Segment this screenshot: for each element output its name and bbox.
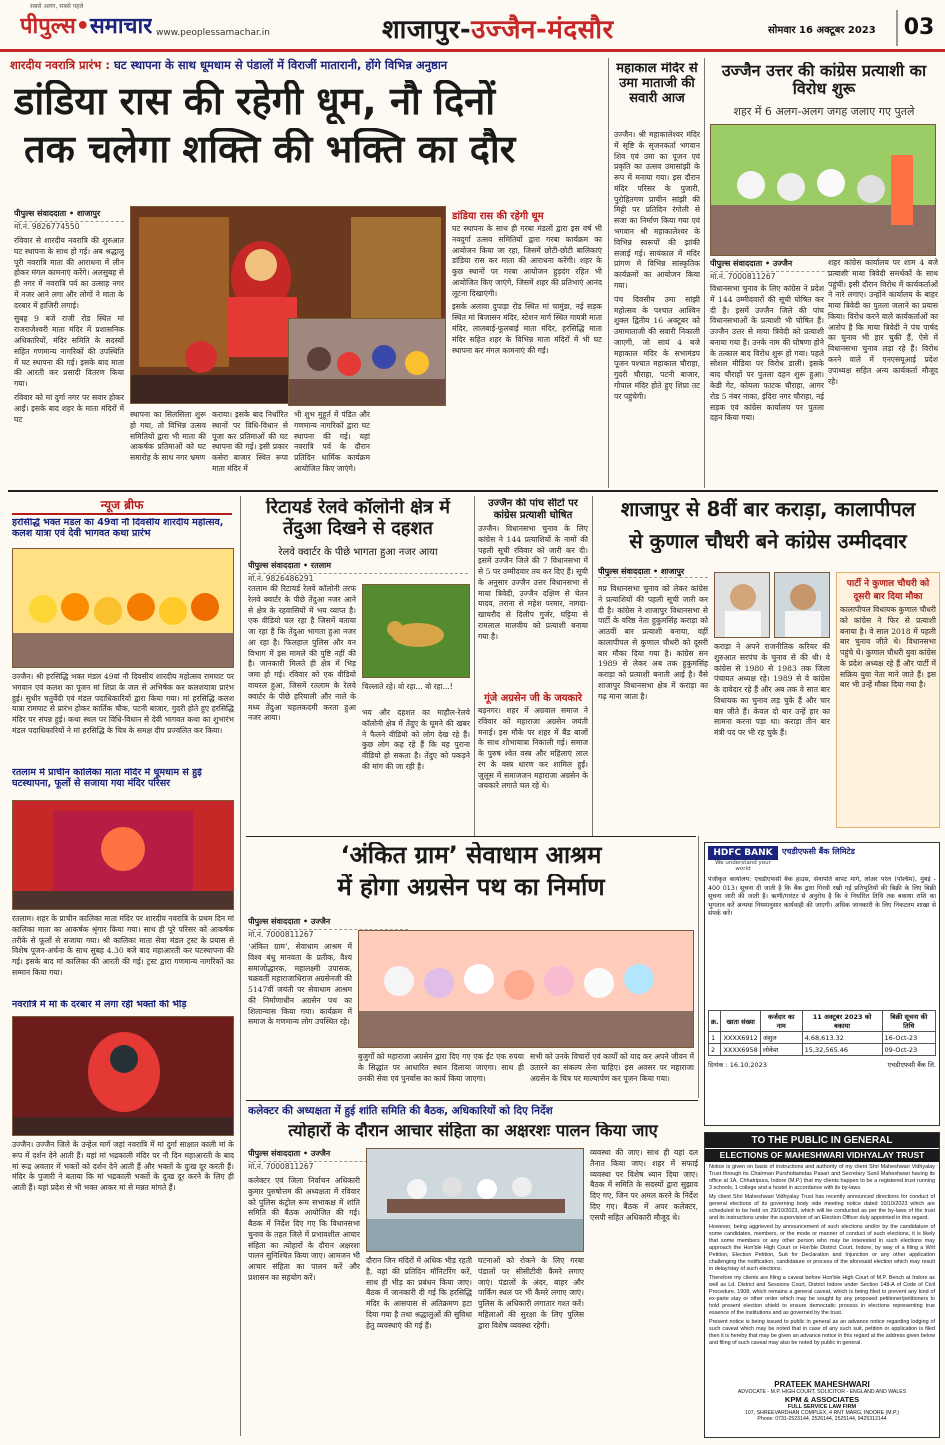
brief-h1: हरसिद्धि भक्त मंडल का 49वां नौ दिवसीय शारदीय महोत्सव, कलश यात्रा एवं देवी भागवत कथा प्रारंभ — [12, 518, 224, 539]
shajapur-photo-kunal — [774, 572, 830, 638]
lead-photo-crowd — [288, 318, 446, 406]
lead-side-body: घट स्थापना के साथ ही गरबा मंडलों द्वारा इस वर्ष भी नवदुर्गा उत्सव समितियों द्वारा गरबा कार्यक्रम का आयोजन किया जा रहा, जिसमें छोटी-छोटी बालिकाएं डांडिया रास कर माता की आराधना करेंगी। शहर के कुछ स्थानों पर गरबा आयोजन हुड़दंग रहित भी आयोजित किए जाएंगे, जिसमें शहर की प्रतिभाएं आनंद लूटना दिखाएंगी। — [452, 224, 602, 298]
stadium-headline-visible — [596, 842, 597, 843]
brief-b2: रतलाम। शहर के प्राचीन कालिका माता मंदिर पर शारदीय नवरात्रि के प्रथम दिन मां कालिका माता का आकर्षक श्रृंगार किया गया। साथ ही पूरे परिसर को आकर्षक तरीके से फूलों से सजाया गया। श्री कालिका माता सेवा मंडल ट्रस्ट के प्रयास से विशेष पूजन-अर्चना के साथ सुबह 4.30 बजे बाद महाआरती कर घटस्थापना की गई। इसके बाद मां कालिका की आरती की गई। ट्रस्ट द्वारा गणमान्य नागरिकों का सम्मान किया गया। — [12, 914, 234, 977]
divider-lead — [608, 58, 609, 488]
divider-ashram — [698, 836, 699, 1098]
brief-label: न्यूज ब्रीफ — [12, 496, 232, 515]
bank-signer: एचडीएफसी बैंक लि. — [887, 1061, 936, 1069]
lead-kicker-label: शारदीय नवरात्रि प्रारंभ : — [10, 58, 110, 72]
masthead-logo: पीपुल्स•समाचार — [20, 14, 153, 39]
mahakal-headline: महाकाल मंदिर से उमा माताजी की सवारी आज — [616, 62, 698, 106]
lead-side-head: डांडिया रास की रहेगी धूम — [452, 211, 544, 222]
masthead-url: www.peoplessamachar.in — [156, 28, 270, 38]
leopard-illustration — [363, 585, 470, 678]
lead-para-1: रविवार से शारदीय नवरात्रि की शुरुआत घट स्थापना के साथ हो गई। अब श्रद्धालु पूरी नवरात्रि माता की आराधना में लीन होकर मंगल कामनाएं करेंगे। अलसुबह से ही नगर में नवरात्रि पर्व का उत्साह नगर में नजर आने लगा और लोगों ने माता के दरबार में हाजिरी लगाई। — [14, 236, 124, 310]
notice-h2: ELECTIONS OF MAHESHWARI VIDHYALAY TRUST — [705, 1148, 939, 1162]
bank-td: अंशुल — [760, 1032, 802, 1044]
stadium-story — [596, 842, 597, 843]
lead-kicker — [10, 58, 610, 73]
notice-phone: Phone: 0731-2523144, 2526144, 2525144, 9425312144 — [757, 1416, 887, 1422]
congress5-headline: उज्जैन की पांच सीटों पर कांग्रेस प्रत्याशी घोषित — [488, 498, 578, 521]
shajapur-byline: पीपुल्स संवाददाता • शाजापुर — [598, 566, 708, 578]
edition-shajapur: शाजापुर- — [382, 15, 472, 45]
lead-body-col4: भी शुभ मुहूर्त में पंडित और गणमान्य नागरिकों द्वारा घट स्थापना की गई। यहां नवरात्रि पर्व के दौरान प्रतिदिन धार्मिक कार्यक्रम आयोजित किए जाएंगे। — [294, 410, 370, 473]
lead-kicker-text: घट स्थापना के साथ धूमधाम से पंडालों में विराजीं मातारानी, होंगे विभिन्न अनुष्ठान — [109, 58, 448, 72]
shajapur-body: मप्र विधानसभा चुनाव को लेकर कांग्रेस ने प्रत्याशियों की पहली सूची जारी कर दी है। कांग्रेस ने शाजापुर विधानसभा से पार्टी के वरिष्ठ नेता हुकुमसिंह कराड़ा को आठवीं बार प्रत्याशी बनाया, वहीं कालापीपल से कुणाल चौधरी को दूसरी बार मौका दिया गया है। कांग्रेस सन 1989 से लेकर अब तक हुकुमसिंह कराड़ा को प्रत्याशी बनाती आई है। वैसे शाजापुर विधानसभा क्षेत्र में कराड़ा का गढ़ माना जाता है। — [598, 584, 708, 701]
mahakal-para-1: उज्जैन। श्री महाकालेश्वर मंदिर में सृष्टि के सृजनकर्ता भगवान शिव एवं उमा का पूजन एवं प्रकृति का उत्सव उमासांझी के रूप में मनाया गया। इस दौरान मंदिर परिसर के पुजारी, पुरोहितगण प्राचीन सांझी की मिट्टी पर प्रतिदिन रंगोली से सजा का निर्माण किया गया एवं भगवान श्री महाकालेश्वर के विभिन्न स्वरूपों की झांकी सजाई गई। सायंकाल में मंदिर प्रांगण में विभिन्न सांस्कृतिक कार्यक्रमों का आयोजन किया गया। — [614, 130, 700, 290]
divider-congress5 — [592, 496, 593, 836]
bank-td: XXXX6912 — [721, 1032, 760, 1044]
meeting-illustration — [367, 1149, 584, 1252]
shajapur-headline-1: शाजापुर से 8वीं बार कराड़ा, कालापीपल — [620, 498, 916, 521]
collector-headline: त्योहारों के दौरान आचार संहिता का अक्षरशः पालन किया जाए — [288, 1122, 658, 1140]
collector-kicker: कलेक्टर की अध्यक्षता में हुई शांति समिति की बैठक, अधिकारियों को दिए निर्देश — [248, 1105, 553, 1117]
bank-td: लोकेश — [760, 1044, 802, 1056]
masthead-brand-left: पीपुल्स — [20, 14, 76, 39]
bank-body: पंजीकृत कार्यालय: एचडीएफसी बैंक हाउस, सेनापति बापट मार्ग, लोअर परेल (पश्चिम), मुंबई - 400 013। सूचना दी जाती है कि बैंक द्वारा गिरवी रखी गई प्रतिभूतियों की बिक्री के लिए बिक्री सूचना जारी की जाती है। ऋणी/गारंटर से अनुरोध है कि वे निर्धारित तिथि तक बकाया राशि का भुगतान करें अन्यथा नियमानुसार कार्यवाही की जाएगी। अधिक जानकारी के लिए निकटतम शाखा से संपर्क करें। — [708, 876, 936, 917]
ashram-byline: पीपुल्स संवाददाता • उज्जैन — [248, 916, 408, 930]
bank-logo: HDFC BANK — [708, 846, 778, 860]
bank-place: दिनांक : 16.10.2023 — [708, 1061, 767, 1069]
bank-td: 2 — [709, 1044, 721, 1056]
ujjain-body-a: विधानसभा चुनाव के लिए कांग्रेस ने प्रदेश में 144 उम्मीदवारों की सूची घोषित कर दी है। इसमें उज्जैन जिले की पांच विधानसभाओं के प्रत्याशी भी घोषित हैं। उज्जैन उत्तर से माया त्रिवेदी को प्रत्याशी बनाया गया है। उनके नाम की घोषणा होने के तत्काल बाद विरोध शुरू हो गया। पहले सोशल मीडिया पर विरोध डाली। इसके बाद चौराहों पर पुतला दहन शुरू हुआ। केडी गेट, कोयला फाटक चौराहा, आगर रोड 5 नंबर नाका, इंदिरा नगर चौराहा, नई सड़क एवं कांग्रेस कार्यालय पर पुतला दहन किया गया। — [710, 284, 824, 423]
page-number: 03 — [896, 10, 940, 46]
rule-collector — [246, 1100, 698, 1101]
railway-mobile: मो.नं. 9826486291 — [248, 574, 314, 583]
collector-body: कलेक्टर एवं जिला निर्वाचन अधिकारी कुमार पुरुषोत्तम की अध्यक्षता में रविवार को पुलिस कंट्रोल रूम सभाकक्ष में शांति समिति की बैठक आयोजित की गई। बैठक में निर्देश दिए गए कि विधानसभा चुनाव के तहत जिले में प्रभावशील आचार संहिता का त्योहारों के दौरान अक्षरशः पालन सुनिश्चित किया जाए। आमजन भी आचार संहिता का पालन करें और प्रशासन का सहयोग करें। — [248, 1176, 360, 1283]
railway-body-2: भय और दहशत का माहौल-रेलवे कॉलोनी क्षेत्र में तेंदुए के घूमने की खबर ने फैलने वीडियो को लोग देख रहे हैं। कुछ लोग कह रहे हैं कि यह पुराना वीडियो हो सकता है। तेंदुए को पकड़ने की मांग की जा रही है। — [362, 708, 470, 771]
railway-photo-leopard — [362, 584, 470, 678]
lead-byline-box — [14, 208, 124, 232]
notice-signature — [705, 1380, 939, 1422]
lead-mobile: मो.नं. 9826774550 — [14, 222, 80, 231]
railway-byline-box — [248, 560, 468, 584]
bank-td: 15,32,565.46 — [802, 1044, 882, 1056]
brief-photo-bhadrakali — [12, 1016, 234, 1136]
railway-byline: पीपुल्स संवाददाता • रतलाम — [248, 560, 468, 574]
shajapur-headline-2: से कुणाल चौधरी बने कांग्रेस उम्मीदवार — [629, 530, 907, 553]
table-row — [709, 1032, 936, 1044]
lead-side-body-2: इसके अलावा दुपाड़ा रोड स्थित मां चामुंडा, नई सड़क स्थित मां बिजासन मंदिर, स्टेशन मार्ग स्थित गायत्री माता मंदिर, लालबाई-फूलबाई माता मंदिर, हरसिद्धि माता मंदिर सहित शहर के विभिन्न माता मंदिरों में भी घट स्थापना कर मंगल कामनाएं की गईं। — [452, 302, 602, 355]
collector-body-3: घटनाओं को रोकने के लिए गरबा पंडालों पर सीसीटीवी कैमरे लगाए जाएं। पंडालों के अंदर, बाहर और पार्किंग स्थल पर भी कैमरे लगाए जाएं। पुलिस के अधिकारी लगातार गश्त करें। महिलाओं की सुरक्षा के लिए पुलिस द्वारा विशेष व्यवस्था रहेगी। — [478, 1256, 584, 1330]
shajapur-box — [836, 572, 940, 828]
lead-body-col2: स्थापना का सिलसिला शुरू हो गया, तो विभिन्न उत्सव समितियों द्वारा भी माता की आकर्षक प्रतिमाओं को घट समारोह के साथ नगर भ्रमण — [130, 410, 206, 463]
bank-head: एचडीएफसी बैंक लिमिटेड — [782, 847, 855, 856]
notice-para-4: Therefore my clients are filing a caveat before Hon'ble High Court of M.P. Bench at Indore as well as Ld. District and Sessions Court, District Indore under Section 148-A of Code of Civil Procedure, 1908, which remains a general caveat, which is being filed to prevent any kind of ex-parte stay or other order which may be sought by any proposed petitioner/petitioners to hold present election shield to ensure democratic process in elections representing true essence of the institutions and as governed by the trust. — [709, 1275, 935, 1317]
notice-para-5: Present notice is being issued to public in general as an advance notice regarding lodging of such caveat which may be noted that in case of any such suit, petition or application is filed then it is hereby that may be given an advance notice in this regard at the address given below and filing of such caveat may also be noted by public in general. — [709, 1319, 935, 1347]
notice-body-wrap — [705, 1162, 939, 1380]
crowd-illustration — [289, 319, 446, 406]
notice-firm: KPM & ASSOCIATES — [784, 1395, 860, 1404]
rule-mid — [246, 836, 696, 837]
railway-body: रतलाम की रिटायर्ड रेलवे कॉलोनी तरफ रेलवे क्वार्टर के पीछे तेंदुआ नजर आने से क्षेत्र के रहवासियों में भय व्याप्त है। एक वीडियो चल रहा है जिसमें बताया जा रहा है कि तेंदुआ भागता हुआ नजर आ रहा है। फिलहाल पुलिस और वन विभाग में इस मामले की पुष्टि नहीं की है। जानकारी मिलते ही क्षेत्र में भिड़ जमा हो गई। रविवार को एक वीडियो वायरल हुआ, जिसमें रतलाम के रेलवे क्वार्टर के पीछे हरियाली और नाले के मध्य तेंदुआ चहलकदमी करता हुआ नजर आया। — [248, 584, 356, 723]
railway-sub: रेलवे क्वार्टर के पीछे भागता हुआ नजर आया — [278, 547, 438, 558]
rule-top — [8, 490, 938, 492]
masthead-tagline: सबसे अलग, सबसे पहले — [30, 3, 84, 10]
ashram-mobile: मो.नं. 7000811267 — [248, 930, 314, 939]
table-row — [709, 1044, 936, 1056]
edition-rest: उज्जैन-मंदसौर — [471, 15, 614, 45]
collector-body-4: व्यवस्था की जाए। साथ ही यहां दल तैनात किया जाए। शहर में सफाई व्यवस्था पर विशेष ध्यान दिया जाए। बैठक में समिति के सदस्यों द्वारा सुझाव दिए गए, जिन पर अमल करने के निर्देश दिए गए। बैठक में अपर कलेक्टर, एसपी सहित अधिकारी मौजूद थे। — [590, 1148, 698, 1222]
notice-h1: TO THE PUBLIC IN GENERAL — [705, 1133, 939, 1148]
ujjain-photo-effigy — [710, 124, 936, 256]
bank-th: क्र. — [709, 1011, 721, 1032]
notice-para-1: Notice is given on basis of instructions and authority of my client Shri Maheshwari Vidhyalay Trust through its Chairman Purshottamdas Pasari and Secretary Sunil Maheshwari having its office at 1A, Chhatripura, Indore (M.P.) that my clients happen to be a registered trust running 3 schools, 1 college and a hostel in accordance with its by-laws. — [709, 1164, 935, 1192]
masthead-brand-right: समाचार — [89, 14, 153, 39]
kalika-temple-illustration — [13, 801, 234, 910]
bank-th: कर्जदार का नाम — [760, 1011, 802, 1032]
kalash-yatra-illustration — [13, 549, 234, 668]
brief-b1: उज्जैन। श्री हरसिद्धि भक्त मंडल 49वां नौ दिवसीय शारदीय महोत्सव रामघाट पर भगवान एवं कलश का पूजन मां शिप्रा के जल से अभिषेक कर कलशयात्रा प्रारंभ हुई। सुधीर चतुर्वेदी एवं मंडल पदाधिकारियों द्वारा किया गया। मां हरसिद्धि कलश यात्रा रामघाट से प्रारंभ होकर कार्तिक चौक, पटनी बाजार, गुदरी होते हुए हरसिद्धि मंदिर पर संपन्न हुई। कथा स्थल पर विधि-विधान से देवी भागवत कथा का शुभारंभ मंडल पदाधिकारियों ने मां हरसिद्धि के चित्र के समक्ष दीप प्रज्वलित कर किया। — [12, 672, 234, 735]
ujjain-mobile: मो.नं. 7000811267 — [710, 272, 776, 281]
lead-headline-2: तक चलेगा शक्ति की भक्ति का दौर — [24, 128, 516, 171]
ashram-photo — [358, 930, 694, 1048]
bank-tagline: We understand your world — [715, 860, 771, 872]
bank-td: 16-Oct-23 — [882, 1032, 935, 1044]
effigy-illustration — [711, 125, 936, 256]
lead-para-2: सुबह 9 बजे राजी रोड स्थित मां राजराजेश्वरी माता मंदिर में प्रशासनिक अधिकारियों, मंदिर समिति के सदस्यों सहित गणमान्य नागरिकों की उपस्थिति में घट स्थापना की गई। इसके बाद माता की आरती कर प्रसादी वितरण किया गया। — [14, 314, 124, 389]
lead-para-3: रविवार को मां दुर्गा नगर पर सवार होकर आईं। इसके बाद शहर के माता मंदिरों में घट — [14, 392, 124, 424]
bank-th: बिक्री सूचना की तिथि — [882, 1011, 935, 1032]
masthead-date: सोमवार 16 अक्टूबर 2023 — [768, 25, 876, 36]
masthead — [0, 0, 945, 52]
notice-name: PRATEEK MAHESHWARI — [774, 1380, 870, 1389]
ashram-headline-2: में होगा अग्रसेन पथ का निर्माण — [337, 874, 605, 901]
mahakal-para-2: पंच दिवसीय उमा सांझी महोत्सव के पश्चात आश्विन शुक्ल द्वितीय 16 अक्टूबर को उमामाताजी की सवारी निकाली जाएगी, जो सायं 4 बजे महाकाल मंदिर के सभामंडप पूजन पश्चात महाकाल चौराहा, गुदरी चौराहा, पटनी बाजार, गोपाल मंदिर होते हुए शिप्रा तट पर पहुंचेगी। — [614, 294, 700, 401]
congress5-h2: गूंजे अग्रसेन जी के जयकारे — [484, 693, 582, 704]
ujjain-byline: पीपुल्स संवाददाता • उज्जैन — [710, 258, 850, 272]
bank-th: खाता संख्या — [721, 1011, 760, 1032]
masthead-edition — [382, 10, 614, 46]
bhadrakali-illustration — [13, 1017, 234, 1136]
ashram-event-illustration — [359, 931, 694, 1048]
lead-headline-1: डांडिया रास की रहेगी धूम, नौ दिनों — [14, 80, 496, 123]
collector-byline: पीपुल्स संवाददाता • उज्जैन — [248, 1148, 398, 1162]
lead-body-col3: कराया। इसके बाद निर्धारित स्थानों पर विधि-विधान से पूजा कर प्रतिमाओं की घट स्थापना की गई। इसी प्रकार कसेरा बाजार स्थित रूपा माता मंदिर में — [212, 410, 288, 473]
notice-para-3: However, being aggrieved by announcement of such elections and/or by the candidature of some candidates, members, or the mode or manner of conduct of such elections, it is likely that some members or any other person who may be interested in such elections may approach the Hon'ble High Court or Hon'ble District Court, Indore, by way of a filing a Writ Petition, Election Petition, Suit for Declaration and Injunction or any other application challenging the notification, candidature or process of the aforesaid election which may result in delay/stay of such elections. — [709, 1224, 935, 1273]
notice-firm-sub: FULL SERVICE LAW FIRM — [787, 1404, 857, 1410]
divider-mahakal — [704, 58, 705, 488]
railway-headline: रिटायर्ड रेलवे कॉलोनी क्षेत्र में तेंदुआ दिखने से दहशत — [265, 498, 451, 539]
brief-b3: उज्जैन। उज्जैन जिले के उन्हेल मार्ग जहां नवरात्रि में मां दुर्गा साक्षात काली मां के रूप में दर्शन देने आती हैं। यहां मां भद्रकाली मंदिर पर नौ दिन महाआरती के बाद मां रूद्र अवतार में भक्तों को दर्शन देने आती हैं और भक्तों के दुःख दूर करती हैं। मंदिर के पुजारी ने बताया कि मां भद्रकाली भक्तों के दुःख दूर करने के लिए ही आती हैं। यहां प्रदेश से भी भक्त आकर मां से मन्नत मांगते हैं। — [12, 1140, 234, 1193]
collector-photo-meeting — [366, 1148, 584, 1252]
brief-photo-kalika — [12, 800, 234, 910]
ujjain-body-b: शहर कांग्रेस कार्यालय पर शाम 4 बजे प्रत्याशी माया त्रिवेदी समर्थकों के साथ पहुंचीं। इसी दौरान विरोध में कार्यकर्ताओं ने नारे लगाए। उन्होंने कार्यालय के बाहर माया त्रिवेदी का पुतला जलाने का प्रयास किया। विरोध करने वाले कार्यकर्ताओं का आरोप है कि माया त्रिवेदी ने पंच पार्षद का चुनाव भी हार चुकी हैं, ऐसे में विधानसभा चुनाव लड़ा रहे हैं। विरोध करने वाले में एनएसयूआई प्रदेश उपाध्यक्ष सहित अन्य कार्यकर्ता मौजूद रहे। — [828, 258, 938, 386]
divider-railway — [474, 496, 475, 836]
lead-body-col1 — [14, 236, 124, 481]
railway-caption: चिल्लाते रहे। वो रहा... वो रहा...! — [362, 682, 453, 691]
ujjain-sub: शहर में 6 अलग-अलग जगह जलाए गए पुतले — [733, 105, 915, 118]
bank-logo-box — [708, 846, 778, 872]
bank-table — [708, 1010, 936, 1056]
lead-side-column — [452, 208, 602, 484]
shajapur-box-head: पार्टी ने कुणाल चौधरी को दूसरी बार दिया मौका — [846, 579, 930, 602]
ashram-body-2: बुजुर्गों को महाराजा अग्रसेन द्वारा दिए गए एक ईंट एक रुपया के सिद्धांत पर आधारित स्थान दिलाया जाएगा। साथ ही उनकी सेवा एवं पुनर्वास का कार्य किया जाएगा। — [358, 1052, 524, 1083]
brief-photo-kalash — [12, 548, 234, 668]
brief-h2: रतलाम में प्राचीन कालिका माता मंदिर में धूमधाम से हुई घटस्थापना, फूलों से सजाया गया मंदिर परिसर — [12, 768, 202, 789]
ashram-body: ‘अंकित ग्राम’, सेवाधाम आश्रम में विश्व बंधु मानवता के प्रतीक, वैश्य समाजोद्धारक, महालक्ष्मी उपासक, चक्रवर्ती महाराजाधिराज अग्रसेनजी की 5147वीं जयंती पर सेवाधाम आश्रम की निर्माणाधीन अग्रसेन पथ का शिलान्यास किया गया। कार्यक्रम में समाज के गणमान्य लोग उपस्थित रहे। — [248, 942, 352, 1027]
bank-notice — [704, 842, 940, 1126]
shajapur-body-2: कराड़ा ने अपने राजनीतिक करियर की शुरुआत सरपंच के चुनाव से की थी। वे कांग्रेस से 1980 से 1983 तक जिला पंचायत अध्यक्ष रहे। 1989 से वे कांग्रेस के दावेदार रहे हैं और अब तक वे सात बार विधायक का चुनाव लड़ चुके हैं और चार बार जीते हैं। केवल दो बार उन्हें हार का सामना करना पड़ा था। कराड़ा तीन बार मंत्री पद पर भी रह चुके हैं। — [714, 642, 830, 738]
shajapur-photo-karada — [714, 572, 770, 638]
notice-address: 107, SHREEVARDHAN COMPLEX, 4 RNT MARG, INDORE (M.P.) — [745, 1410, 899, 1416]
brief-h3: नवरात्रि में मां के दरबार में लगा रही भक्तों की भीड़ — [12, 1000, 187, 1010]
ashram-body-3: सभी को उनके विचारों एवं कार्यों को याद कर अपने जीवन में उतारने का संकल्प लेना चाहिए। इस अवसर पर महाराजा अग्रसेन के चित्र पर माल्यार्पण कर पूजन किया गया। — [530, 1052, 694, 1083]
public-notice — [704, 1132, 940, 1438]
mahakal-body — [614, 130, 700, 485]
divider-brief — [240, 496, 241, 1436]
bank-td: 4,68,613.32 — [802, 1032, 882, 1044]
bank-th: 11 अक्टूबर 2023 को बकाया — [802, 1011, 882, 1032]
bank-td: 09-Oct-23 — [882, 1044, 935, 1056]
bank-td: XXXX6958 — [721, 1044, 760, 1056]
congress5-body: उज्जैन। विधानसभा चुनाव के लिए कांग्रेस ने 144 प्रत्याशियों के नामों की पहली सूची रविवार को जारी कर दी। इसमें उज्जैन जिले की 7 विधानसभा में से 5 पर उम्मीदवार तय कर दिए हैं। सूची के अनुसार उज्जैन उत्तर विधानसभा से माया त्रिवेदी, उज्जैन दक्षिण से चेतन यादव, तराना से महेश परमार, नागदा-खाचरौद से दिलीप गुर्जर, घट्टिया से रामलाल मालवीय को प्रत्याशी बनाया गया है। — [478, 524, 588, 641]
notice-title: ADVOCATE - M.P. HIGH COURT, SOLICITOR - ENGLAND AND WALES — [737, 1389, 907, 1395]
karada-portrait — [715, 573, 770, 638]
shajapur-box-body: कालापीपल विधायक कुणाल चौधरी को कांग्रेस ने फिर से प्रत्याशी बनाया है। वे साल 2018 में पहली बार चुनाव जीते थे। विधानसभा पहुंचे थे। कुणाल चौधरी युवा कांग्रेस के प्रदेश अध्यक्ष रहे हैं और पार्टी में सक्रिय युवा नेता माने जाते हैं। इस बार भी उन्हें मौका दिया गया है। — [840, 605, 936, 690]
kunal-portrait — [775, 573, 830, 638]
ashram-headline-1: ‘अंकित ग्राम’ सेवाधाम आश्रम — [340, 842, 602, 869]
collector-body-2: दौरान जिन मंदिरों में अधिक भीड़ रहती है, वहां की प्रतिदिन मॉनिटरिंग करें, साथ ही भीड़ का प्रबंधन किया जाए। बैठक में जानकारी दी गई कि हरसिद्धि मंदिर के आसपास से अतिक्रमण हटा दिया गया है तथा श्रद्धालुओं की सुविधा हेतु व्यवस्थाएं की गई हैं। — [366, 1256, 472, 1330]
notice-para-2: My client Shri Maheshwari Vidhyalay Trust has recently announced directions for conduct of general elections of its governing body vide meeting notice dated 10/10/2023 which are scheduled to be held on 29/10/2023, which will be conducted as per the by-laws of the trust and its instructions under the supervision of an Election Officer duly appointed in this regard. — [709, 1194, 935, 1222]
collector-mobile: मो.नं. 7000811267 — [248, 1162, 314, 1171]
lead-byline: पीपुल्स संवाददाता • शाजापुर — [14, 208, 124, 222]
bank-table-header — [709, 1011, 936, 1032]
bank-td: 1 — [709, 1032, 721, 1044]
congress5-body-2: बड़नगर। शहर में अग्रवाल समाज ने रविवार को महाराजा अग्रसेन जयंती मनाई। इस मौके पर शहर में बैंड बाजों के साथ शोभायात्रा निकाली गई। समाज के पुरुष श्वेत वस्त्र और महिलाएं लाल रंग के वस्त्र धारण कर शामिल हुईं। जुलूस में समाजजन महाराजा अग्रसेन के जयकारे लगाते चल रहे थे। — [478, 706, 588, 791]
ujjain-headline: उज्जैन उत्तर की कांग्रेस प्रत्याशी का विरोध शुरू — [721, 62, 927, 99]
